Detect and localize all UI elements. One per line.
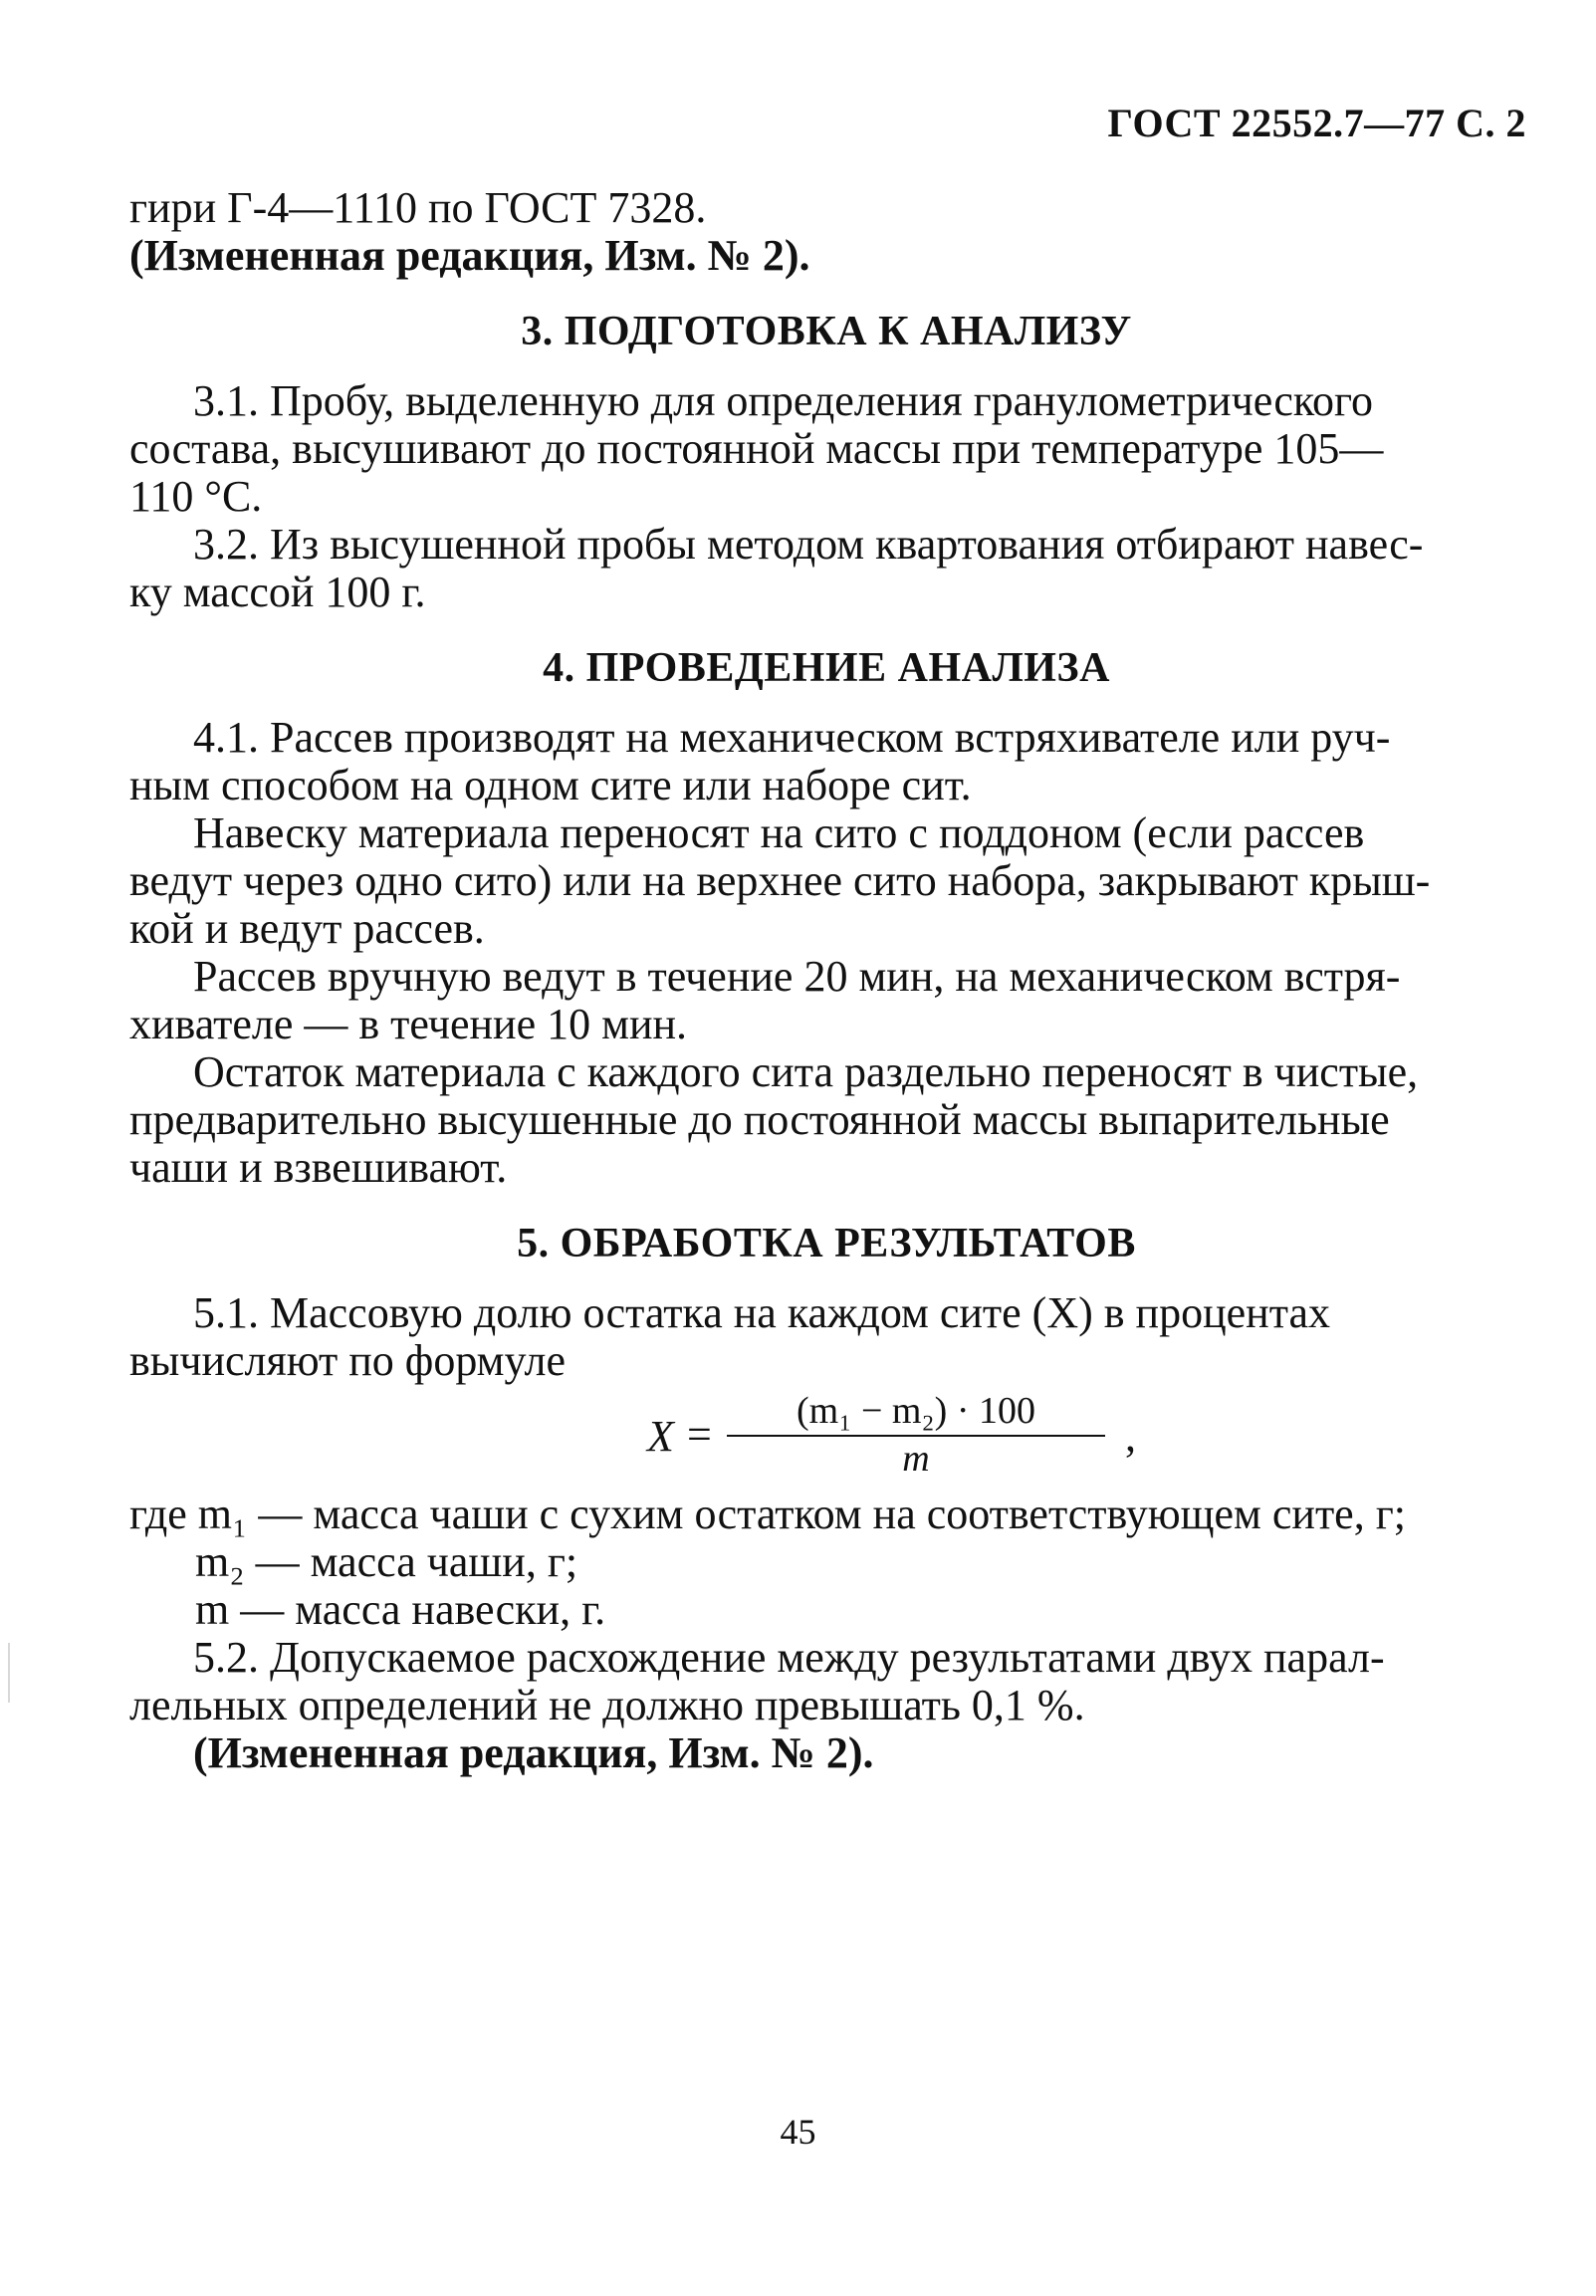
text-line: вычисляют по формуле: [129, 1336, 567, 1385]
paragraph-5-1: [129, 1289, 1523, 1385]
standard-reference: ГОСТ 22552.7—77 С. 2: [1107, 101, 1526, 145]
formula-denominator: m: [902, 1438, 930, 1480]
text-line: 110 °С.: [129, 472, 263, 521]
formula-equals: =: [687, 1410, 712, 1459]
definition-m1: где m₁ — масса чаши с сухим остатком на соответствующем сите, г;: [129, 1490, 1406, 1538]
text-line: 3.2. Из высушенной пробы методом квартования отбирают навес-: [193, 520, 1424, 569]
page-number: 45: [780, 2112, 816, 2152]
paragraph-3-1: [129, 377, 1523, 521]
text-line: 4.1. Рассев производят на механическом встряхивателе или руч-: [193, 713, 1391, 762]
text-line: состава, высушивают до постоянной массы при температуре 105—: [129, 424, 1384, 473]
formula-lhs: X: [647, 1412, 674, 1461]
definition-m: m — масса навески, г.: [195, 1585, 606, 1634]
text-line: ведут через одно сито) или на верхнее сито набора, закрывают крыш-: [129, 856, 1431, 905]
text-line: ку массой 100 г.: [129, 568, 426, 616]
text-line: кой и ведут рассев.: [129, 904, 485, 953]
scan-artifact: [8, 1643, 10, 1703]
paragraph-4-1-d: [129, 1048, 1523, 1192]
paragraph-5-2: [129, 1634, 1523, 1777]
document-body: [129, 184, 1523, 1777]
paragraph-4-1-c: [129, 953, 1523, 1048]
formula-numerator: (m₁ − m₂) · 100: [727, 1391, 1105, 1437]
amendment-note: (Измененная редакция, Изм. № 2).: [129, 231, 810, 280]
text-line: 5.2. Допускаемое расхождение между результатами двух парал-: [193, 1633, 1385, 1682]
paragraph-4-1-b: [129, 809, 1523, 953]
section-4-title: 4. ПРОВЕДЕНИЕ АНАЛИЗА: [543, 645, 1110, 691]
section-5-title: 5. ОБРАБОТКА РЕЗУЛЬТАТОВ: [517, 1221, 1136, 1266]
text-line: Навеску материала переносят на сито с поддоном (если рассев: [193, 808, 1365, 857]
text-line: ным способом на одном сите или наборе сит.: [129, 761, 972, 809]
amendment-note: (Измененная редакция, Изм. № 2).: [193, 1728, 874, 1777]
text-line: хивателе — в течение 10 мин.: [129, 1000, 688, 1048]
text-line: Остаток материала с каждого сита раздельно переносят в чистые,: [193, 1047, 1419, 1096]
intro-paragraph: [129, 184, 1523, 280]
formula: [129, 1391, 1523, 1487]
variable-definitions: [129, 1491, 1523, 1634]
text-line: 3.1. Пробу, выделенную для определения гранулометрического: [193, 376, 1373, 425]
text-line: лельных определений не должно превышать 0,1 %.: [129, 1681, 1085, 1729]
formula-fraction: [727, 1391, 1105, 1481]
text-line: Рассев вручную ведут в течение 20 мин, на механическом встря-: [193, 952, 1401, 1001]
intro-line: гири Г-4—1110 по ГОСТ 7328.: [129, 183, 707, 232]
paragraph-4-1: [129, 714, 1523, 809]
definition-m2: m₂ — масса чаши, г;: [195, 1537, 578, 1586]
formula-trail: ,: [1125, 1412, 1136, 1461]
paragraph-3-2: [129, 521, 1523, 616]
text-line: 5.1. Массовую долю остатка на каждом сите (X) в процентах: [193, 1288, 1331, 1337]
section-3-title: 3. ПОДГОТОВКА К АНАЛИЗУ: [521, 309, 1132, 354]
text-line: предварительно высушенные до постоянной массы выпарительные: [129, 1095, 1390, 1144]
text-line: чаши и взвешивают.: [129, 1143, 508, 1192]
